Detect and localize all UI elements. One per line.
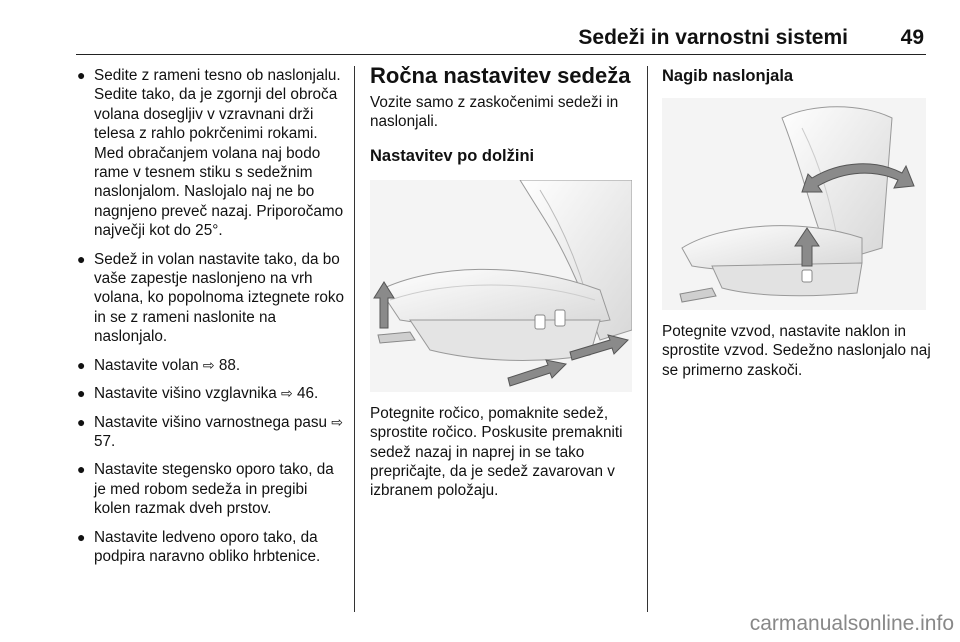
list-item-text: Nastavite volan — [94, 356, 199, 374]
subsection-title: Nagib naslonjala — [662, 67, 794, 85]
list-item — [76, 250, 348, 347]
list-item — [76, 528, 348, 567]
cross-reference-page[interactable]: 88. — [218, 356, 241, 374]
list-item — [76, 384, 348, 403]
list-item-text: Nastavite ledveno oporo tako, da podpira naravno obliko hrbtenice. — [94, 528, 321, 565]
list-item-text: Sedež in volan nastavite tako, da bo vaše zapestje naslonjeno na vrh volana, ko popolnoma iztegnete roko in se z rameni naslonite na naslonjalo. — [94, 250, 345, 346]
cross-reference-icon[interactable]: ⇨ — [202, 356, 215, 373]
bullet-icon: ● — [77, 461, 86, 478]
seat-length-adjust-illustration — [370, 180, 632, 392]
column-divider — [354, 66, 355, 612]
list-item — [76, 356, 348, 375]
list-item-text: Nastavite stegensko oporo tako, da je med robom sedeža in pregibi kolen razmak dveh prstov. — [94, 461, 334, 518]
column-left — [76, 66, 348, 575]
figure-caption: Potegnite vzvod, nastavite naklon in sprostite vzvod. Sedežno naslonjalo naj se primerno zaskoči. — [662, 323, 931, 379]
bullet-icon: ● — [77, 356, 86, 373]
cross-reference-icon[interactable]: ⇨ — [281, 385, 293, 402]
column-right — [662, 66, 934, 380]
list-item — [76, 413, 348, 452]
bullet-list — [76, 66, 348, 566]
bullet-icon: ● — [77, 413, 86, 430]
seat-illustration-icon — [662, 98, 926, 310]
seat-illustration-icon — [370, 180, 632, 392]
column-middle — [370, 63, 636, 501]
backrest-tilt-illustration — [662, 98, 926, 310]
list-item-text: Sedite z rameni tesno ob naslonjalu. Sedite tako, da je zgornji del obroča volana dosegljiv v vzravnani drži telesa z rahlo pokrčenimi rokami. Med obračanjem volana naj bodo rame v tesnem stiku s sedežnim naslonjalom. Naslojalo naj ne bo nagnjeno preveč nazaj. Priporočamo največji kot do 25°. — [94, 67, 344, 240]
list-item — [76, 460, 348, 518]
section-title: Ročna nastavitev sedeža — [370, 63, 631, 88]
column-divider — [647, 66, 648, 612]
page-header — [76, 24, 926, 55]
figure-caption: Potegnite ročico, pomaknite sedež, sprostite ročico. Poskusite premakniti sedež nazaj in naprej in se tako prepričajte, da je sedež zavarovan v izbranem položaju. — [370, 404, 623, 500]
cross-reference-page[interactable]: 46. — [297, 385, 319, 403]
list-item-text: Nastavite višino vzglavnika — [94, 385, 277, 403]
header-title: Sedeži in varnostni sistemi — [578, 26, 848, 49]
intro-text: Vozite samo z zaskočenimi sedeži in naslonjali. — [370, 94, 619, 131]
page-number: 49 — [900, 26, 924, 49]
bullet-icon: ● — [77, 67, 86, 83]
subsection-title: Nastavitev po dolžini — [370, 146, 535, 165]
bullet-icon: ● — [77, 385, 86, 402]
cross-reference-page[interactable]: 57. — [94, 432, 116, 450]
watermark-logo: carmanualsonline.info — [749, 612, 954, 635]
bullet-icon: ● — [77, 528, 86, 545]
list-item-text: Nastavite višino varnostnega pasu — [94, 413, 327, 431]
list-item — [76, 66, 348, 241]
bullet-icon: ● — [77, 250, 86, 267]
cross-reference-icon[interactable]: ⇨ — [331, 413, 343, 430]
